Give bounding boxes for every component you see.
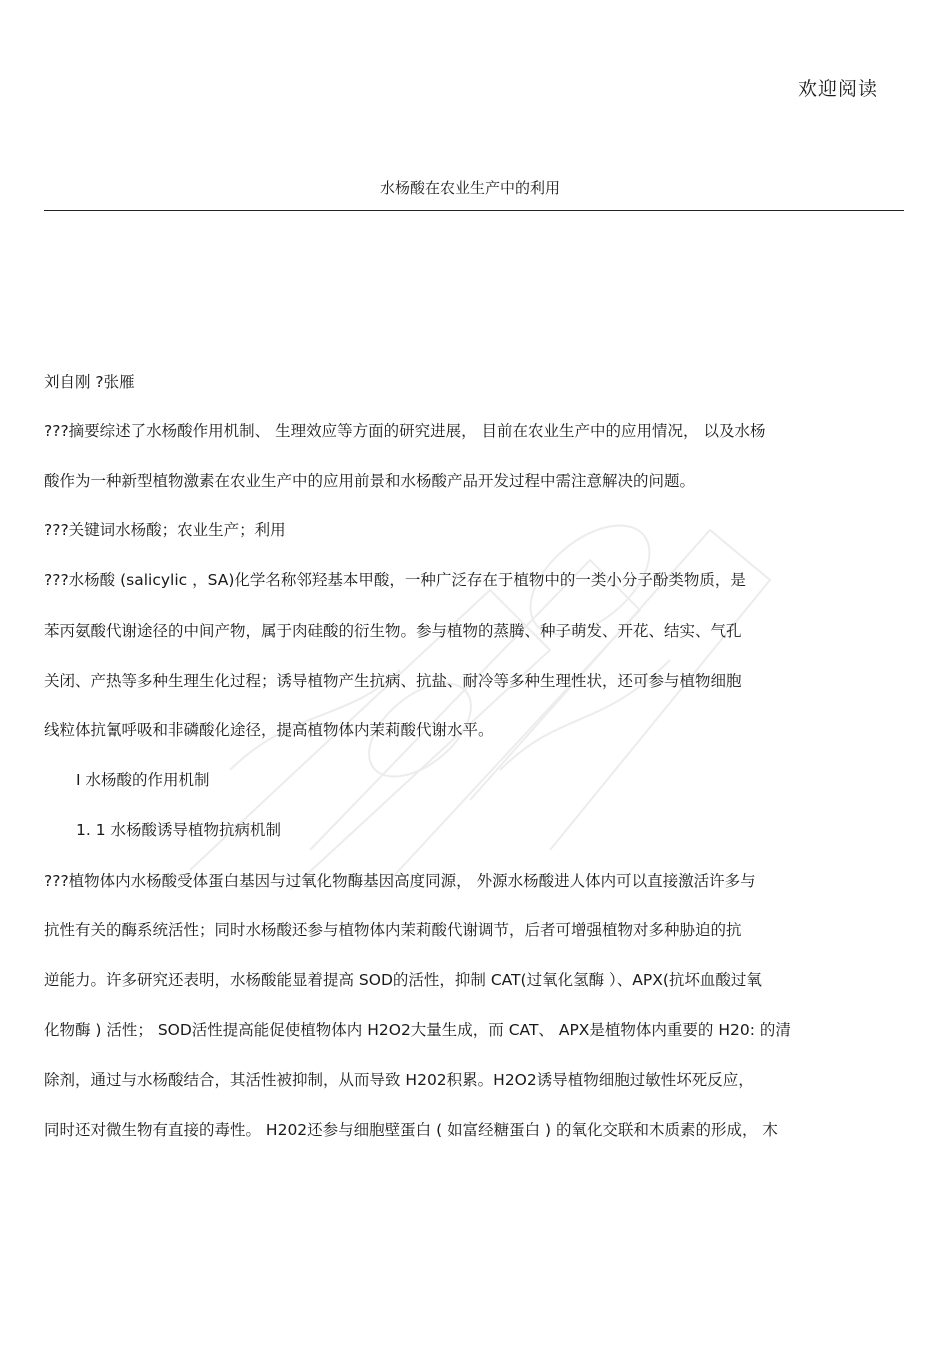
- abstract-line-2: 酸作为一种新型植物激素在农业生产中的应用前景和水杨酸产品开发过程中需注意解决的问题。: [44, 472, 696, 490]
- body-line-2: 苯丙氨酸代谢途径的中间产物，属于肉硅酸的衍生物。参与植物的蒸腾、种子萌发、开花、结实、气孔: [44, 622, 742, 640]
- body-line-6: 抗性有关的酶系统活性；同时水杨酸还参与植物体内茉莉酸代谢调节，后者可增强植物对多种胁迫的抗: [44, 921, 742, 939]
- document-title: 水杨酸在农业生产中的利用: [379, 179, 560, 197]
- body-line-7: 逆能力。许多研究还表明，水杨酸能显着提高 SOD的活性，抑制 CAT(过氧化氢酶 ）、APX(抗坏血酸过氧: [44, 971, 762, 989]
- title-divider: [44, 210, 904, 211]
- body-line-4: 线粒体抗氰呼吸和非磷酸化途径，提高植物体内茉莉酸代谢水平。: [44, 721, 494, 739]
- body-line-5: ???植物体内水杨酸受体蛋白基因与过氧化物酶基因高度同源， 外源水杨酸进人体内可以直接激活许多与: [44, 872, 756, 890]
- header-welcome-text: 欢迎阅读: [797, 78, 878, 100]
- abstract-line-1: ???摘要综述了水杨酸作用机制、 生理效应等方面的研究进展， 目前在农业生产中的应用情况， 以及水杨: [44, 422, 766, 440]
- body-line-1: ???水杨酸 (salicylic ，SA)化学名称邻羟基本甲酸，一种广泛存在于植物中的一类小分子酚类物质，是: [44, 571, 746, 589]
- body-line-3: 关闭、产热等多种生理生化过程；诱导植物产生抗病、抗盐、耐冷等多种生理性状，还可参与植物细胞: [44, 672, 742, 690]
- body-line-8: 化物酶 ) 活性； SOD活性提高能促使植物体内 H2O2大量生成，而 CAT、 APX是植物体内重要的 H20: 的清: [44, 1021, 791, 1039]
- body-line-10: 同时还对微生物有直接的毒性。 H202还参与细胞壁蛋白 ( 如富经糖蛋白 ) 的氧化交联和木质素的形成， 木: [44, 1121, 778, 1139]
- section-heading-1: I 水杨酸的作用机制: [76, 771, 210, 789]
- keywords-line: ???关键词水杨酸；农业生产；利用: [44, 521, 286, 539]
- section-heading-1-1: 1. 1 水杨酸诱导植物抗病机制: [76, 821, 282, 839]
- authors-line: 刘自刚 ?张雁: [44, 373, 135, 391]
- body-line-9: 除剂，通过与水杨酸结合，其活性被抑制，从而导致 H202积累。H2O2诱导植物细胞过敏性坏死反应，: [44, 1071, 754, 1089]
